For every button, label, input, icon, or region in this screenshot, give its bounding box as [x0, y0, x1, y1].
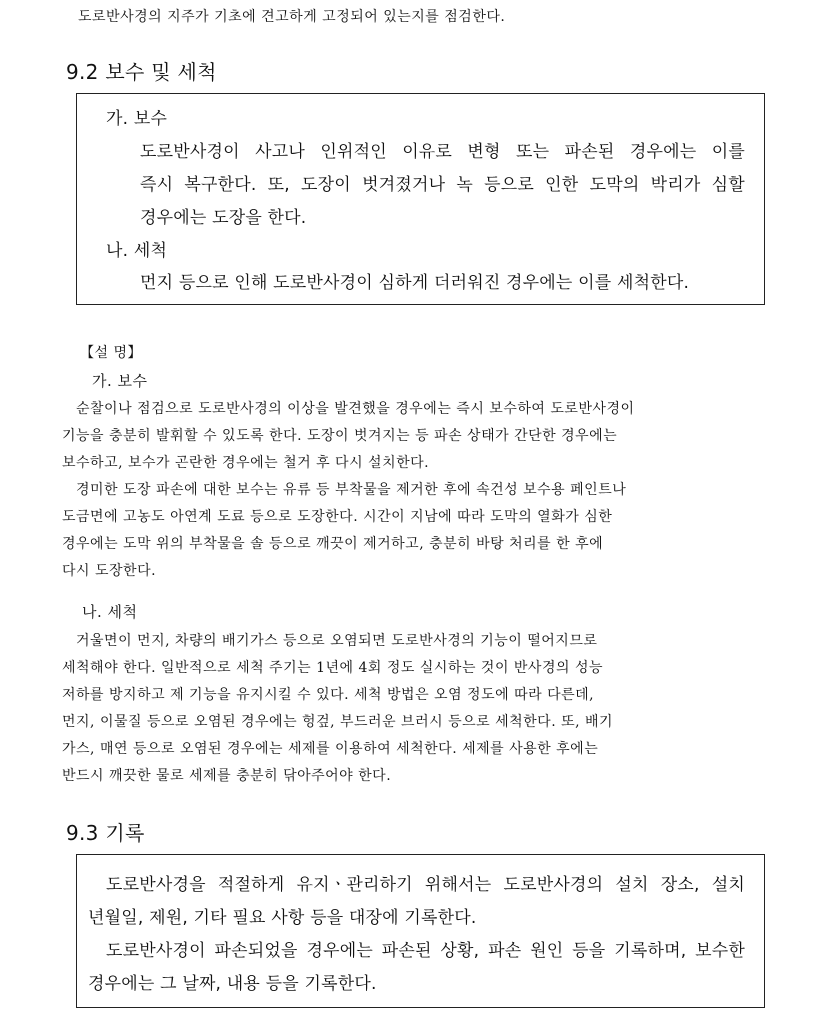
- explanation-sub-a-title: 가. 보수: [92, 372, 148, 390]
- box-item-b-line-1: 먼지 등으로 인해 도로반사경이 심하게 더러워진 경우에는 이를 세척한다.: [140, 273, 690, 293]
- explanation-a-line-4: 경미한 도장 파손에 대한 보수는 유류 등 부착물을 제거한 후에 속건성 보수용 페인트나: [76, 482, 627, 498]
- section-9-2-heading: 9.2 보수 및 세척: [66, 60, 217, 84]
- explanation-b-line-6: 반드시 깨끗한 물로 세제를 충분히 닦아주어야 한다.: [62, 768, 392, 784]
- explanation-a-line-1: 순찰이나 점검으로 도로반사경의 이상을 발견했을 경우에는 즉시 보수하여 도로반사경이: [76, 401, 635, 417]
- explanation-label: 【설 명】: [80, 345, 142, 361]
- explanation-a-line-2: 기능을 충분히 발휘할 수 있도록 한다. 도장이 벗겨지는 등 파손 상태가 간단한 경우에는: [62, 428, 618, 444]
- explanation-sub-b-title: 나. 세척: [82, 603, 138, 621]
- box-item-a-line-3: 경우에는 도장을 한다.: [140, 208, 307, 228]
- box-item-a-line-2: 즉시 복구한다. 또, 도장이 벗겨졌거나 녹 등으로 인한 도막의 박리가 심할: [140, 175, 745, 195]
- explanation-b-line-1: 거울면이 먼지, 차량의 배기가스 등으로 오염되면 도로반사경의 기능이 떨어지므로: [76, 633, 598, 649]
- explanation-a-line-7: 다시 도장한다.: [62, 563, 157, 579]
- explanation-a-line-6: 경우에는 도막 위의 부착물을 솔 등으로 깨끗이 제거하고, 충분히 바탕 처리를 한 후에: [62, 536, 604, 552]
- record-line-2: 년월일, 제원, 기타 필요 사항 등을 대장에 기록한다.: [88, 908, 477, 928]
- intro-line: 도로반사경의 지주가 기초에 견고하게 고정되어 있는지를 점검한다.: [78, 9, 506, 25]
- box-item-b-label: 나. 세척: [106, 241, 168, 261]
- record-line-4: 경우에는 그 날짜, 내용 등을 기록한다.: [88, 974, 377, 994]
- explanation-a-line-3: 보수하고, 보수가 곤란한 경우에는 철거 후 다시 설치한다.: [62, 455, 430, 471]
- record-line-1: 도로반사경을 적절하게 유지ㆍ관리하기 위해서는 도로반사경의 설치 장소, 설치: [106, 875, 745, 895]
- explanation-b-line-4: 먼지, 이물질 등으로 오염된 경우에는 헝겊, 부드러운 브러시 등으로 세척한다. 또, 배기: [62, 714, 614, 730]
- explanation-a-line-5: 도금면에 고농도 아연계 도료 등으로 도장한다. 시간이 지남에 따라 도막의 열화가 심한: [62, 509, 613, 525]
- section-9-3-heading: 9.3 기록: [66, 821, 145, 845]
- explanation-b-line-5: 가스, 매연 등으로 오염된 경우에는 세제를 이용하여 세척한다. 세제를 사용한 후에는: [62, 741, 599, 757]
- explanation-b-line-3: 저하를 방지하고 제 기능을 유지시킬 수 있다. 세척 방법은 오염 정도에 따라 다른데,: [62, 687, 595, 703]
- box-item-a-label: 가. 보수: [106, 109, 168, 129]
- explanation-b-line-2: 세척해야 한다. 일반적으로 세척 주기는 1년에 4회 정도 실시하는 것이 반사경의 성능: [62, 660, 604, 676]
- box-item-a-line-1: 도로반사경이 사고나 인위적인 이유로 변형 또는 파손된 경우에는 이를: [140, 142, 745, 162]
- record-line-3: 도로반사경이 파손되었을 경우에는 파손된 상황, 파손 원인 등을 기록하며, 보수한: [106, 941, 745, 961]
